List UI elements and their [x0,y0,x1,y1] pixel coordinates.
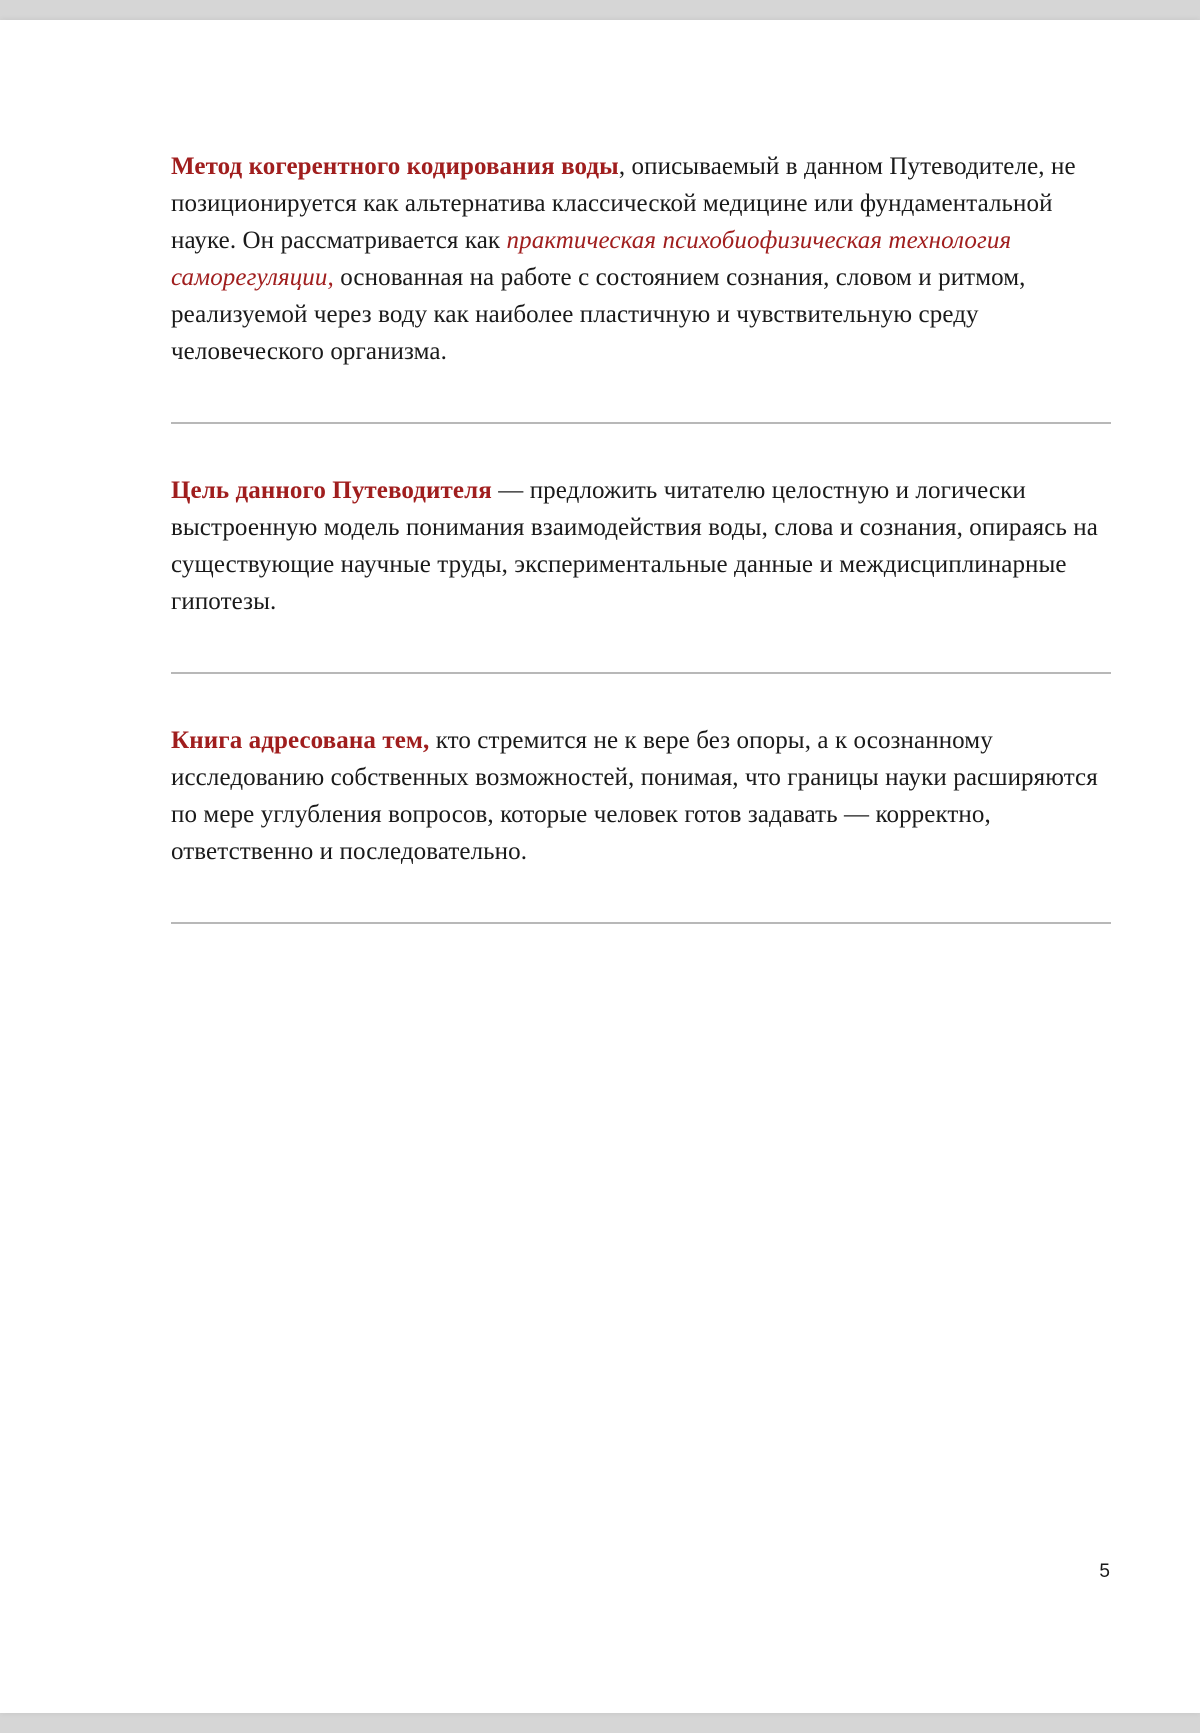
paragraph-goal-text: — предложить читателю целостную и логически выстроенную модель понимания взаимодействия воды, слова и сознания, опираясь на существующие научные труды, экспериментальные данные и междисциплинарные гипотезы. [171,477,1098,615]
section-divider [171,422,1111,424]
paragraph-method-text-b: основанная на работе с состоянием сознания, словом и ритмом, реализуемой через воду как наиболее пластичную и чувствительную среду человеческого организма. [171,264,1026,365]
paragraph-method-text-a: , описываемый в данном Путеводителе, не позиционируется как альтернатива классической медицине или фундаментальной науке. Он рассматривается как [171,153,1076,254]
paragraph-goal [171,472,1111,620]
section-divider [171,672,1111,674]
paragraph-method [171,148,1111,370]
paragraph-audience [171,722,1111,870]
paragraph-method-lead: Метод когерентного кодирования воды [171,153,619,180]
document-page [0,20,1200,1713]
paragraph-audience-text: кто стремится не к вере без опоры, а к осознанному исследованию собственных возможностей, понимая, что границы науки расширяются по мере углубления вопросов, которые человек готов задавать — корректно, ответственно и последовательно. [171,727,1098,865]
paragraph-goal-lead: Цель данного Путеводителя [171,477,492,504]
page-number: 5 [1099,1561,1110,1582]
page-content [171,148,1111,924]
paragraph-audience-lead: Книга адресована тем, [171,727,430,754]
section-divider [171,922,1111,924]
paragraph-method-emphasis: практическая психобиофизическая технология саморегуляции, [171,227,1012,291]
